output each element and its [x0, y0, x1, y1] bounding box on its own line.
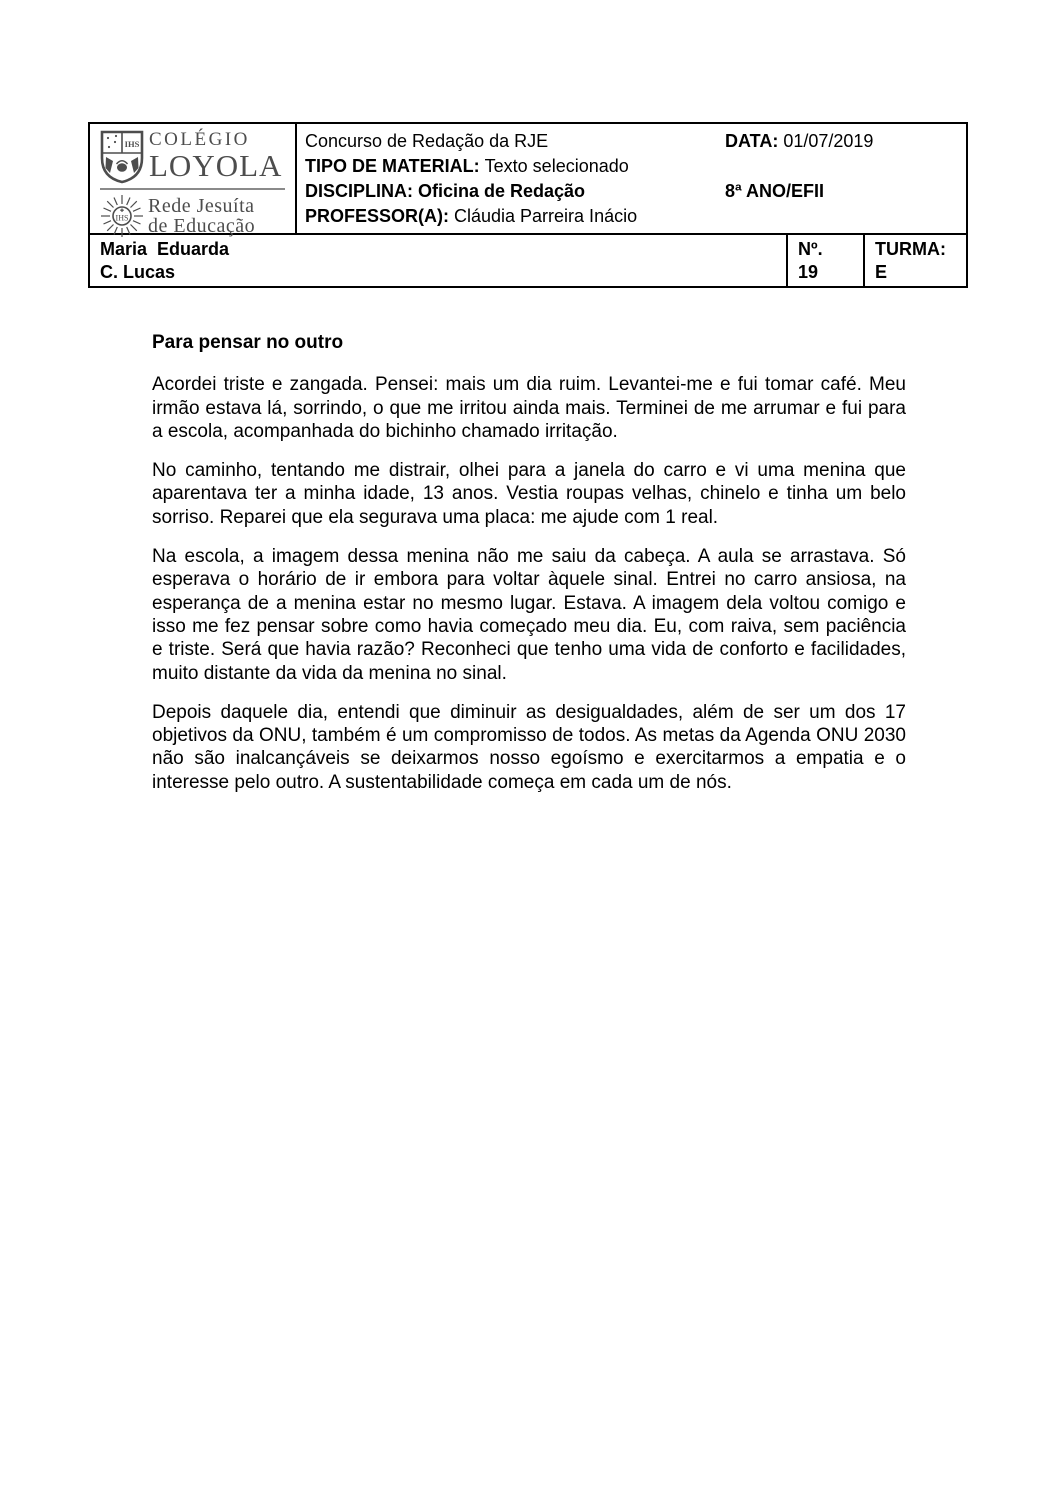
ihs-sunburst-icon — [100, 194, 144, 238]
essay-paragraph-3: Na escola, a imagem dessa menina não me saiu da cabeça. A aula se arrastava. Só esperava o horário de ir embora para voltar àquele sinal. Entrei no carro ansiosa, na esperança de a menina estar no mesmo lugar. Estava. A imagem dela voltou comigo e isso me fez pensar sobre como havia começado meu dia. Eu, com raiva, sem paciência e triste. Será que havia razão? Reconheci que tenho uma vida de conforto e facilidades, muito distante da vida da menina no sinal. — [152, 546, 906, 684]
essay-paragraph-4: Depois daquele dia, entendi que diminuir as desigualdades, além de ser um dos 17 objetivos da ONU, também é um compromisso de todos. As metas da Agenda ONU 2030 não são inalcançáveis se deixarmos nosso egoísmo e exercitarmos a empatia e o interesse pelo outro. A sustentabilidade começa em cada um de nós. — [152, 701, 906, 793]
shield-cauldron — [117, 163, 127, 172]
student-row — [90, 235, 966, 286]
college-logo-block — [100, 130, 287, 184]
essay-paragraph-1: Acordei triste e zangada. Pensei: mais um dia ruim. Levantei-me e fui tomar café. Meu irmão estava lá, sorrindo, o que me irritou ainda mais. Terminei de me arrumar e fui para a escola, acompanhada do bichinho chamado irritação. — [152, 374, 906, 442]
student-name-line2: C. Lucas — [100, 262, 176, 282]
student-class-label: TURMA: — [875, 239, 946, 259]
network-name-line1: Rede Jesuíta — [148, 195, 255, 217]
logo-divider — [100, 188, 285, 190]
date-field — [725, 129, 873, 154]
network-name-line2: de Educação — [148, 215, 256, 237]
student-class-cell — [865, 235, 966, 286]
loyola-shield-icon — [100, 130, 144, 184]
essay-body — [152, 331, 906, 810]
date-label: DATA: — [725, 131, 779, 151]
college-name-line1: COLÉGIO — [149, 129, 250, 150]
info-line-professor — [305, 204, 958, 229]
essay-paragraph-2: No caminho, tentando me distrair, olhei para a janela do carro e vi uma menina que aparentava ter a minha idade, 13 anos. Vestia roupas velhas, chinelo e tinha um belo sorriso. Reparei que ela segurava uma placa: me ajude com 1 real. — [152, 460, 906, 528]
info-line-material — [305, 154, 958, 179]
header-table — [88, 122, 968, 288]
student-number-value: 19 — [798, 262, 819, 282]
shield-ihs-monogram: IHS — [124, 139, 140, 149]
shield-right-wolf — [131, 157, 139, 173]
grade-value: 8ª ANO/EFII — [725, 181, 825, 201]
student-name-line1: Maria Eduarda — [100, 239, 230, 259]
professor-label: PROFESSOR(A): — [305, 206, 449, 226]
essay-title: Para pensar no outro — [152, 332, 344, 353]
discipline-label: DISCIPLINA: — [305, 181, 413, 201]
network-logo-block — [100, 194, 287, 238]
discipline-value: Oficina de Redação — [418, 181, 586, 201]
student-class-value: E — [875, 262, 888, 282]
date-value: 01/07/2019 — [783, 131, 874, 151]
contest-title: Concurso de Redação da RJE — [305, 131, 549, 151]
student-number-cell — [788, 235, 865, 286]
header-row — [90, 124, 966, 235]
info-line-discipline — [305, 179, 958, 204]
student-number-label: Nº. — [798, 239, 823, 259]
seal-ihs-monogram: IHS — [115, 213, 129, 223]
shield-left-wolf — [106, 157, 114, 173]
college-name-line2: LOYOLA — [149, 148, 283, 183]
school-logo — [90, 124, 297, 237]
professor-value: Cláudia Parreira Inácio — [454, 206, 638, 226]
student-name-cell — [90, 235, 788, 286]
material-label: TIPO DE MATERIAL: — [305, 156, 480, 176]
document-info — [297, 124, 966, 233]
material-value: Texto selecionado — [484, 156, 629, 176]
info-line-contest — [305, 129, 958, 154]
